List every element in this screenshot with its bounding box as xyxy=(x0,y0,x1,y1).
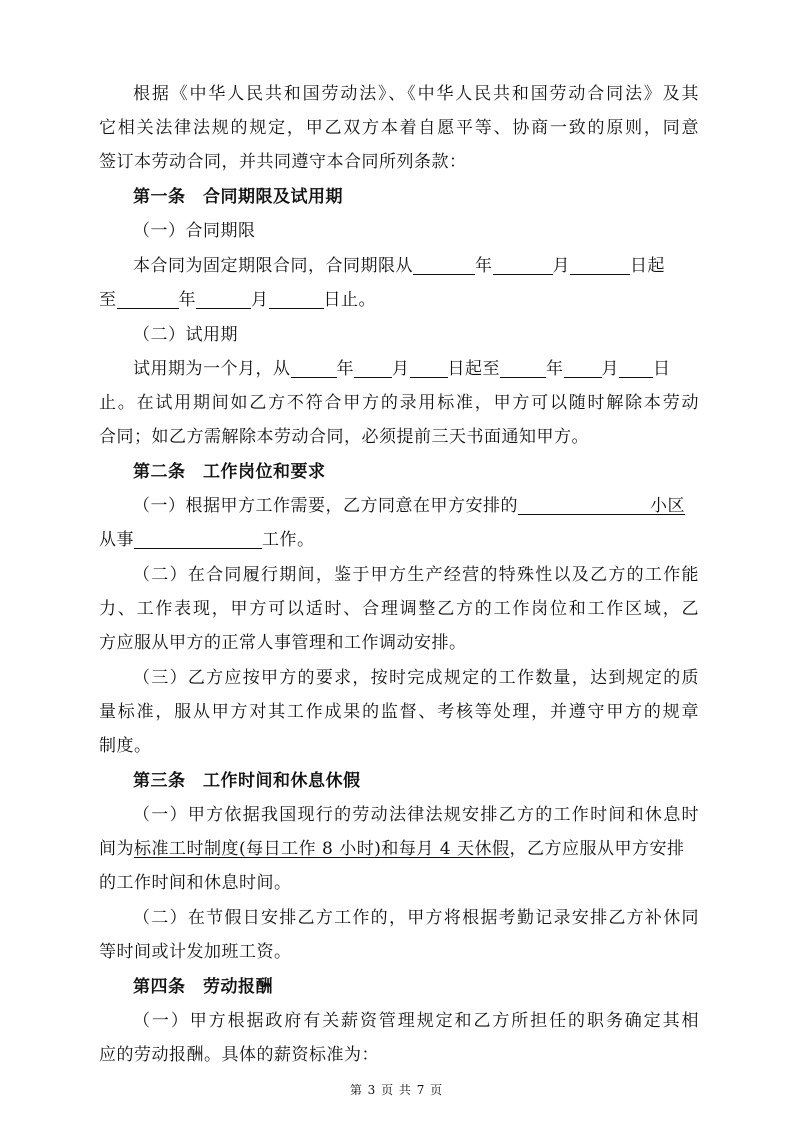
day-end-label: 日止。 xyxy=(323,290,376,310)
end-day-blank xyxy=(269,286,324,309)
start-day-blank xyxy=(570,252,630,275)
article-1-section-2-title: （二）试用期 xyxy=(133,325,238,345)
year-label: 年 xyxy=(546,359,564,379)
probation-text: 试用期为一个月，从 xyxy=(133,359,291,379)
contract-term-line-1 xyxy=(133,249,699,283)
preamble-line-2: 它相关法律法规的规定，甲乙双方本着自愿平等、协商一致的原则，同意 xyxy=(99,118,699,138)
probation-start-month-blank xyxy=(354,355,392,378)
day-to-label: 日起至 xyxy=(447,359,500,379)
article-4-item-1-line-2: 应的劳动报酬。具体的薪资标准为： xyxy=(99,1045,379,1065)
day-label: 日 xyxy=(653,359,671,379)
article-3-heading: 第三条 工作时间和休息休假 xyxy=(133,771,361,791)
engage-label: 从事 xyxy=(99,530,134,550)
article-4-item-1-line-1: （一）甲方根据政府有关薪资管理规定和乙方所担任的职务确定其相 xyxy=(133,1011,699,1031)
article-2-item-2-line-3: 方应服从甲方的正常人事管理和工作调动安排。 xyxy=(99,633,467,653)
probation-end-year-blank xyxy=(500,355,546,378)
article-3-item-1-line-1: （一）甲方依据我国现行的劳动法律法规安排乙方的工作时间和休息时 xyxy=(133,805,699,825)
year-label: 年 xyxy=(336,359,354,379)
work-hours-suffix: ，乙方应服从甲方安排 xyxy=(509,839,685,859)
article-2-item-3-line-2: 量标准，服从甲方对其工作成果的监督、考核等处理，并遵守甲方的规章 xyxy=(99,702,699,722)
article-3-item-2-line-1: （二）在节假日安排乙方工作的，甲方将根据考勤记录安排乙方补休同 xyxy=(133,908,699,928)
work-hours-prefix: 间为 xyxy=(99,839,134,859)
article-1-heading: 第一条 合同期限及试用期 xyxy=(133,187,343,207)
preamble-line-1: 根据《中华人民共和国劳动法》、《中华人民共和国劳动合同法》及其 xyxy=(133,84,699,104)
article-3-item-1-line-3: 的工作时间和休息时间。 xyxy=(99,873,292,893)
article-1-section-1-title: （一）合同期限 xyxy=(133,221,256,241)
work-label: 工作。 xyxy=(262,530,315,550)
contract-term-text: 本合同为固定期限合同，合同期限从 xyxy=(133,256,413,276)
community-label: 小区 xyxy=(650,496,685,516)
month-label: 月 xyxy=(552,256,570,276)
month-label: 月 xyxy=(251,290,269,310)
probation-start-year-blank xyxy=(291,355,337,378)
article-2-heading: 第二条 工作岗位和要求 xyxy=(133,462,326,482)
article-2-item-2-line-1: （二）在合同履行期间，鉴于甲方生产经营的特殊性以及乙方的工作能 xyxy=(133,565,699,585)
month-label: 月 xyxy=(601,359,619,379)
start-year-blank xyxy=(413,252,475,275)
community-blank xyxy=(518,492,650,515)
contract-term-line-2 xyxy=(99,283,699,317)
probation-line-3: 合同；如乙方需解除本劳动合同，必须提前三天书面通知甲方。 xyxy=(99,427,589,447)
start-month-blank xyxy=(493,252,553,275)
end-year-blank xyxy=(117,286,179,309)
year-label: 年 xyxy=(178,290,196,310)
day-start-label: 日起 xyxy=(630,256,665,276)
article-2-item-2-line-2: 力、工作表现，甲方可以适时、合理调整乙方的工作岗位和工作区域，乙 xyxy=(99,599,699,619)
article-2-item-3-line-1: （三）乙方应按甲方的要求，按时完成规定的工作数量，达到规定的质 xyxy=(133,668,699,688)
standard-hours-underlined: 标准工时制度(每日工作 8 小时)和每月 4 天休假 xyxy=(134,839,510,859)
probation-line-2: 止。在试用期间如乙方不符合甲方的录用标准，甲方可以随时解除本劳动 xyxy=(99,393,699,413)
article-2-item-3-line-3: 制度。 xyxy=(99,736,152,756)
preamble-line-3: 签订本劳动合同，并共同遵守本合同所列条款： xyxy=(99,152,467,172)
article-3-item-2-line-2: 等时间或计发加班工资。 xyxy=(99,942,292,962)
probation-end-day-blank xyxy=(619,355,653,378)
article-3-item-1-line-2 xyxy=(99,832,699,866)
article-4-heading: 第四条 劳动报酬 xyxy=(133,977,273,997)
end-month-blank xyxy=(196,286,251,309)
month-label: 月 xyxy=(392,359,410,379)
job-blank xyxy=(134,526,262,549)
probation-line-1 xyxy=(133,352,699,386)
job-line-1 xyxy=(133,489,699,523)
job-line-2 xyxy=(99,523,699,557)
to-label: 至 xyxy=(99,290,117,310)
probation-end-month-blank xyxy=(564,355,602,378)
page-number: 第 3 页 共 7 页 xyxy=(349,1083,444,1097)
probation-start-day-blank xyxy=(410,355,448,378)
year-label: 年 xyxy=(475,256,493,276)
job-text: （一）根据甲方工作需要，乙方同意在甲方安排的 xyxy=(133,496,518,516)
